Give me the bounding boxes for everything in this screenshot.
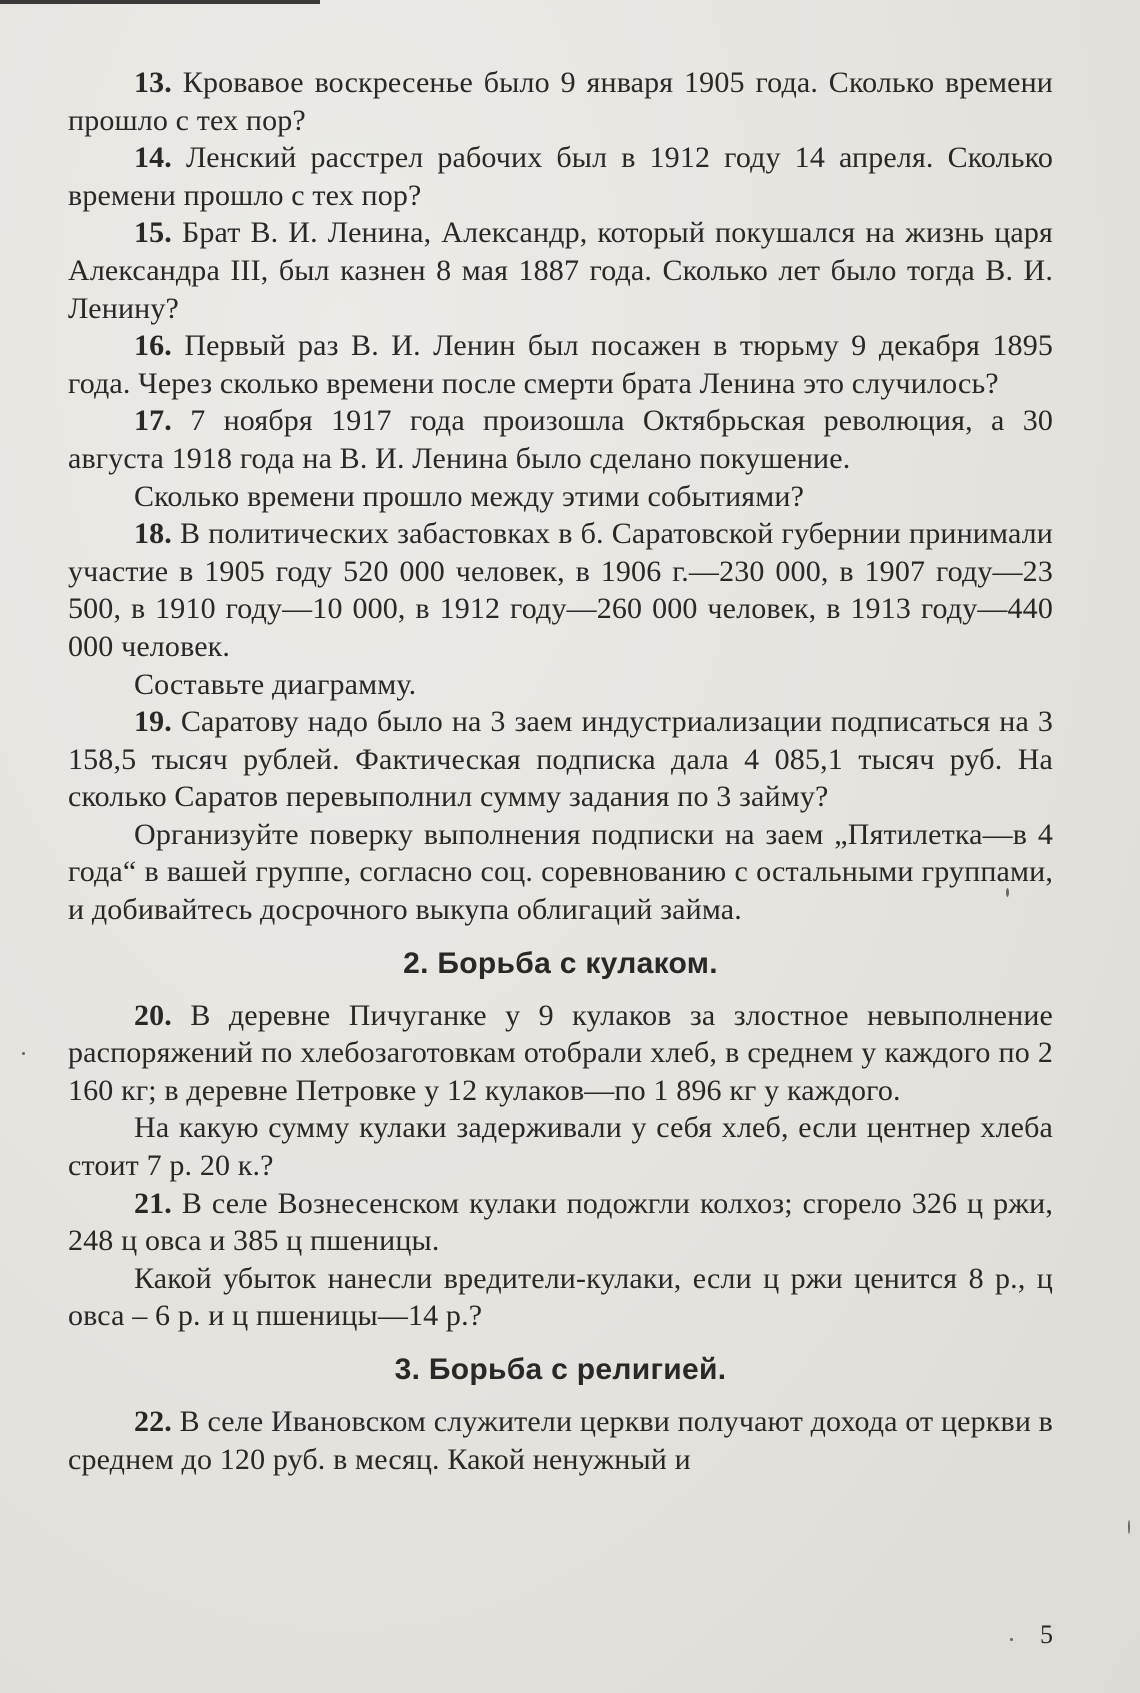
section-heading-religion: 3. Борьба с религией. <box>394 1353 727 1386</box>
problem-text: В селе Ивановском служители церкви получают дохода от церкви в среднем до 120 руб. в месяц. Какой ненужный и <box>68 1405 1054 1476</box>
problem-text: Кровавое воскресенье было 9 января 1905 года. Сколько времени прошло с тех пор? <box>68 66 1053 137</box>
problem-number: 15. <box>134 216 172 250</box>
problem-text: Брат В. И. Ленина, Александр, который покушался на жизнь царя Александра III, был казнен 8 мая 1887 года. Сколько лет было тогда В. И. Ленину? <box>68 216 1053 325</box>
problem-18 <box>68 515 1053 665</box>
problem-20 <box>68 997 1053 1110</box>
paper-speck <box>1128 1520 1130 1534</box>
problem-text: Ленский расстрел рабочих был в 1912 году 14 апреля. Сколько времени прошло с тех пор? <box>68 141 1053 212</box>
problem-number: 16. <box>134 329 172 363</box>
problem-number: 22. <box>134 1405 172 1438</box>
problem-text: Саратову надо было на 3 заем индустриализации подписаться на 3 158,5 тысяч рублей. Фактическая подписка дала 4 085,1 тысяч руб. На сколько Саратов перевыполнил сумму задания по 3 займу? <box>68 705 1054 814</box>
section-heading-kulak: 2. Борьба с кулаком. <box>403 946 718 980</box>
problem-21 <box>68 1185 1053 1260</box>
problem-16 <box>68 327 1053 402</box>
page-number: 5 <box>1040 1620 1053 1649</box>
problem-text: Первый раз В. И. Ленин был посажен в тюрьму 9 декабря 1895 года. Через сколько времени после смерти брата Ленина это случилось? <box>68 329 1053 400</box>
problem-13 <box>68 64 1053 139</box>
paper-speck <box>22 1052 25 1055</box>
problem-18-task: Составьте диаграмму. <box>134 667 417 701</box>
problem-number: 21. <box>134 1186 172 1220</box>
problem-number: 13. <box>134 66 172 99</box>
problem-17 <box>68 402 1053 477</box>
problem-number: 14. <box>134 141 172 175</box>
problem-number: 18. <box>134 517 172 551</box>
problem-number: 17. <box>134 404 172 438</box>
problem-number: 19. <box>134 705 172 739</box>
problem-15 <box>68 214 1053 327</box>
problem-17-question: Сколько времени прошло между этими событиями? <box>134 479 805 513</box>
problem-19 <box>68 703 1053 816</box>
problem-22 <box>68 1403 1053 1478</box>
problem-number: 20. <box>134 998 172 1032</box>
problem-21-question: Какой убыток нанесли вредители-кулаки, если ц ржи ценится 8 р., ц овса – 6 р. и ц пшеницы—14 р.? <box>68 1261 1053 1333</box>
problem-19-task: Организуйте поверку выполнения подписки на заем „Пятилетка—в 4 года“ в вашей группе, согласно соц. соревнованию с остальными группами, и добивайтесь досрочного выкупа облигаций займа. <box>68 817 1053 927</box>
problem-20-question: На какую сумму кулаки задерживали у себя хлеб, если центнер хлеба стоит 7 р. 20 к.? <box>68 1111 1053 1183</box>
paper-speck <box>1006 888 1009 897</box>
problem-text: В деревне Пичуганке у 9 кулаков за злостное невыполнение распоряжений по хлебозаготовкам отобрали хлеб, в среднем у каждого по 2 160 кг; в деревне Петровке у 12 кулаков—по 1 896 кг у каждого. <box>68 998 1053 1107</box>
top-rule <box>0 0 320 4</box>
paper-speck <box>1010 1638 1013 1641</box>
problem-14 <box>68 139 1053 214</box>
problem-text: 7 ноября 1917 года произошла Октябрьская революция, а 30 августа 1918 года на В. И. Ленина было сделано покушение. <box>68 404 1053 475</box>
problem-text: В политических забастовках в б. Саратовской губернии принимали участие в 1905 году 520 000 человек, в 1906 г.—230 000, в 1907 году—23 500, в 1910 году—10 000, в 1912 году—260 000 человек, в 1913 году—440 000 человек. <box>68 517 1053 663</box>
page-content <box>68 64 1053 1478</box>
problem-text: В селе Вознесенском кулаки подожгли колхоз; сгорело 326 ц ржи, 248 ц овса и 385 ц пшеницы. <box>68 1186 1053 1258</box>
